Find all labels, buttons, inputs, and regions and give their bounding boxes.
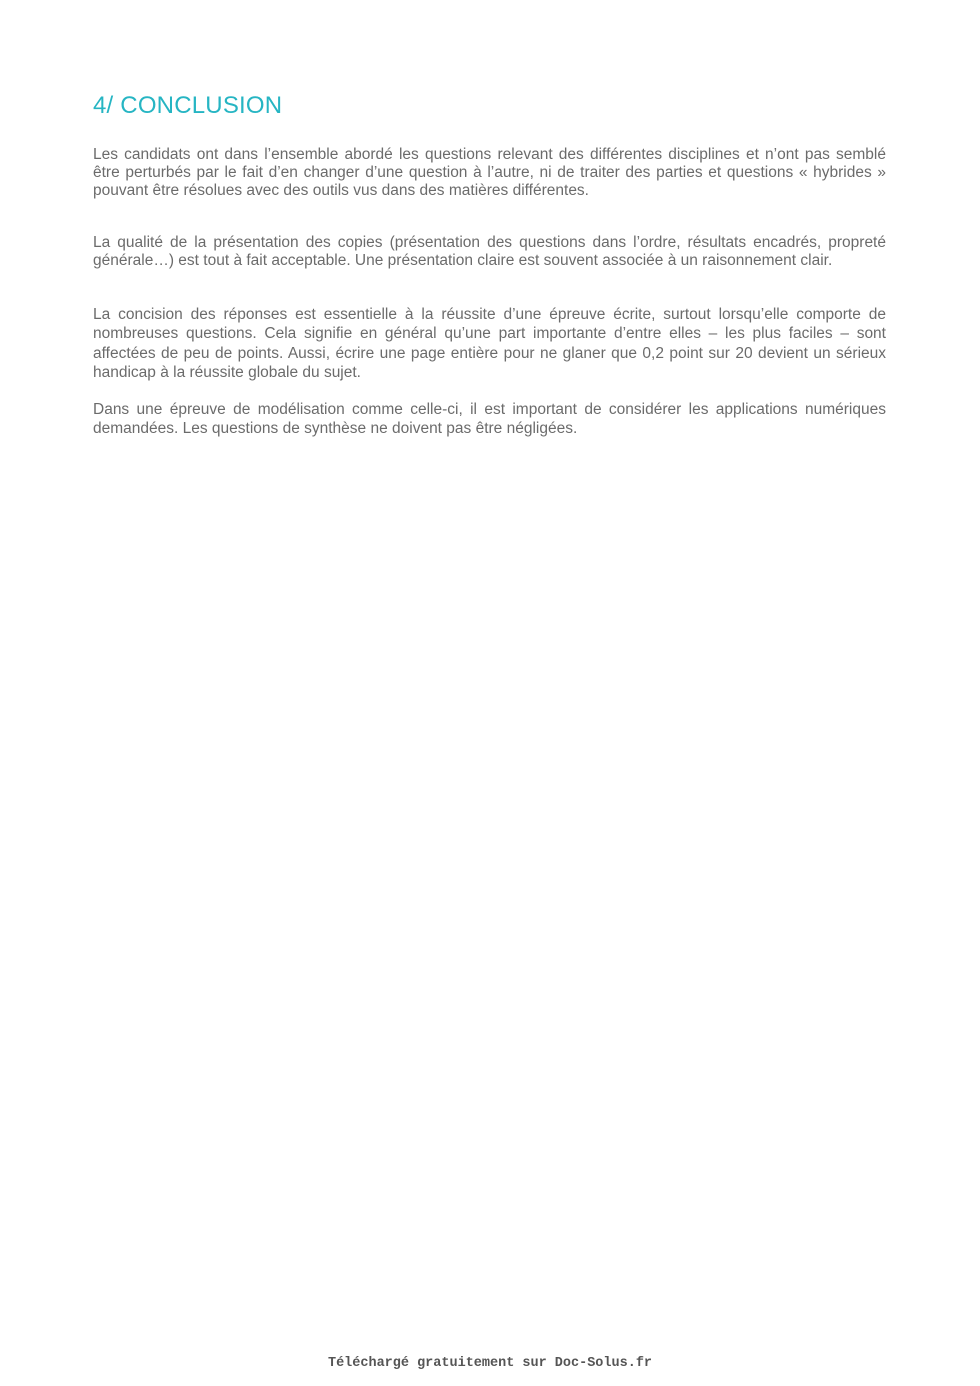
page-footer: Téléchargé gratuitement sur Doc-Solus.fr [327,1356,653,1371]
paragraph-1: Les candidats ont dans l’ensemble abordé les questions relevant des différentes disciplines et n’ont pas semblé être perturbés par le fait d’en changer d’une question à l’autre, ni de traiter des parties et questions « hybrides » pouvant être résolues avec des outils vus dans des matières différentes. [93,146,886,199]
paragraph-4: Dans une épreuve de modélisation comme celle-ci, il est important de considérer les applications numériques demandées. Les questions de synthèse ne doivent pas être négligées. [93,401,886,438]
paragraph-3: La concision des réponses est essentielle à la réussite d’une épreuve écrite, surtout lorsqu’elle comporte de nombreuses questions. Cela signifie en général qu’une part importante d’entre elles – les plus faciles – sont affectées de peu de points. Aussi, écrire une page entière pour ne glaner que 0,2 point sur 20 devient un sérieux handicap à la réussite globale du sujet. [93,306,886,381]
paragraph-2: La qualité de la présentation des copies (présentation des questions dans l’ordre, résultats encadrés, propreté générale…) est tout à fait acceptable. Une présentation claire est souvent associée à un raisonnement clair. [93,234,886,269]
section-title: 4/ CONCLUSION [93,92,283,119]
